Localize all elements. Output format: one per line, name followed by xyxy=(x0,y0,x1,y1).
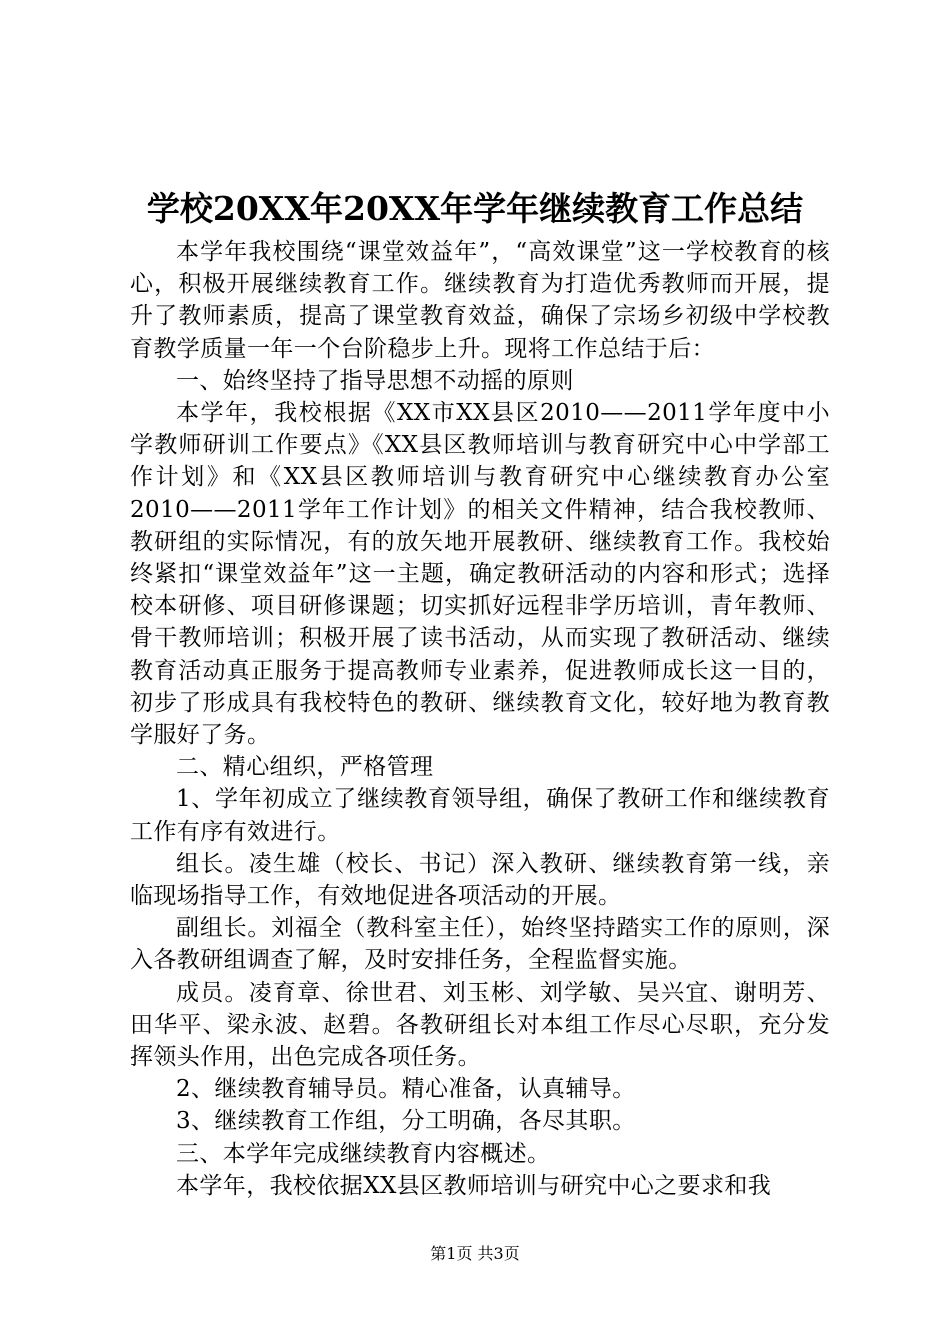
paragraph-intro: 本学年我校围绕“课堂效益年”，“高效课堂”这一学校教育的核心，积极开展继续教育工作。继续教育为打造优秀教师而开展，提升了教师素质，提高了课堂教育效益，确保了宗场乡初级中学校教育教学质量一年一个台阶稳步上升。现将工作总结于后： xyxy=(130,239,830,362)
paragraph-item-3: 3、继续教育工作组，分工明确，各尽其职。 xyxy=(176,1108,636,1135)
document-title: 学校20XX年20XX年学年继续教育工作总结 xyxy=(146,189,804,228)
paragraph-deputy-leader: 副组长。刘福全（教科室主任），始终坚持踏实工作的原则，深入各教研组调查了解，及时安排任务，全程监督实施。 xyxy=(130,915,830,974)
paragraph-item-1: 1、学年初成立了继续教育领导组，确保了教研工作和继续教育工作有序有效进行。 xyxy=(130,786,830,845)
paragraph-item-2: 2、继续教育辅导员。精心准备，认真辅导。 xyxy=(176,1076,636,1103)
section-heading-2: 二、精心组织，严格管理 xyxy=(176,754,434,781)
paragraph-section-3: 本学年，我校依据XX县区教师培训与研究中心之要求和我 xyxy=(176,1172,772,1199)
section-heading-3: 三、本学年完成继续教育内容概述。 xyxy=(176,1140,551,1167)
paragraph-members: 成员。凌育章、徐世君、刘玉彬、刘学敏、吴兴宜、谢明芳、田华平、梁永波、赵碧。各教研组长对本组工作尽心尽职，充分发挥领头作用，出色完成各项任务。 xyxy=(130,979,830,1071)
page-number-footer: 第1页 共3页 xyxy=(430,1244,520,1263)
paragraph-section-1: 本学年，我校根据《XX市XX县区2010——2011学年度中小学教师研训工作要点》《XX县区教师培训与教育研究中心中学部工作计划》和《XX县区教师培训与教育研究中心继续教育办公室2010——2011学年工作计划》的相关文件精神，结合我校教师、教研组的实际情况，有的放矢地开展教研、继续教育工作。我校始终紧扣“课堂效益年”这一主题，确定教研活动的内容和形式；选择校本研修、项目研修课题；切实抓好远程非学历培训，青年教师、骨干教师培训；积极开展了读书活动，从而实现了教研活动、继续教育活动真正服务于提高教师专业素养，促进教师成长这一目的，初步了形成具有我校特色的教研、继续教育文化，较好地为教育教学服好了务。 xyxy=(130,400,830,749)
section-heading-1: 一、始终坚持了指导思想不动摇的原则 xyxy=(176,367,574,394)
paragraph-group-leader: 组长。凌生雄（校长、书记）深入教研、继续教育第一线，亲临现场指导工作，有效地促进各项活动的开展。 xyxy=(130,850,830,910)
document-body xyxy=(130,236,830,1202)
